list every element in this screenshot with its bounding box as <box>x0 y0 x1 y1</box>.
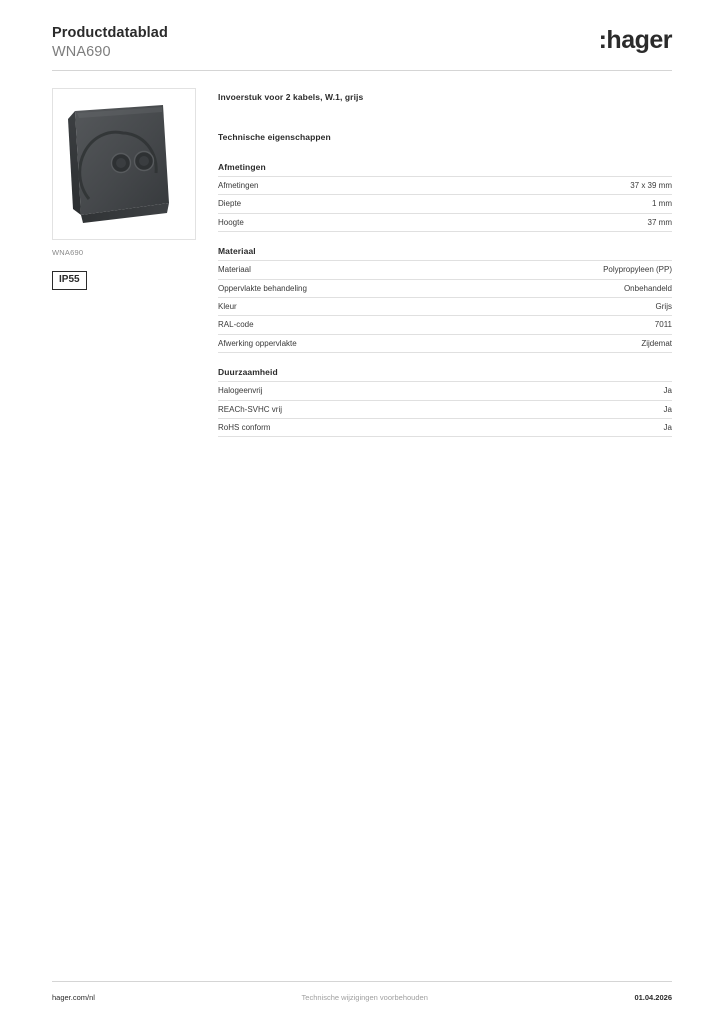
spec-key: Halogeenvrij <box>218 386 263 396</box>
page-header <box>52 24 672 70</box>
spec-group <box>218 367 672 437</box>
table-row <box>218 382 672 400</box>
page-footer <box>52 993 672 1002</box>
spec-group <box>218 162 672 232</box>
spec-key: RoHS conform <box>218 422 271 432</box>
product-photo-icon <box>63 103 181 227</box>
spec-value: Ja <box>663 404 672 414</box>
spec-key: RAL-code <box>218 320 254 330</box>
spec-value: 7011 <box>654 320 672 330</box>
page-title: Productdatablad <box>52 25 168 41</box>
spec-value: Onbehandeld <box>623 283 672 293</box>
spec-value: 37 x 39 mm <box>630 181 672 190</box>
spec-value: 37 mm <box>647 217 672 227</box>
spec-key: Kleur <box>218 301 237 311</box>
table-row <box>218 195 672 213</box>
spec-key: Oppervlakte behandeling <box>218 283 307 293</box>
spec-key: Hoogte <box>218 217 244 227</box>
table-row <box>218 418 672 436</box>
section-title: Technische eigenschappen <box>218 132 331 142</box>
spec-value: 1 mm <box>652 199 672 209</box>
product-media-column <box>52 88 196 290</box>
spec-group-title: Duurzaamheid <box>218 367 278 378</box>
spec-value: Polypropyleen (PP) <box>603 265 672 275</box>
product-image-caption: WNA690 <box>52 248 84 257</box>
table-row <box>218 316 672 334</box>
spec-groups <box>218 162 672 437</box>
ip-rating-badge: IP55 <box>52 271 87 290</box>
table-row <box>218 177 672 195</box>
hager-logo: :hager <box>598 26 672 54</box>
title-block <box>52 24 168 61</box>
spec-key: Afmetingen <box>218 181 259 190</box>
header-divider <box>52 70 672 71</box>
table-row <box>218 213 672 231</box>
spec-value: Grijs <box>655 301 672 311</box>
table-row <box>218 297 672 315</box>
table-row <box>218 400 672 418</box>
product-image <box>52 88 196 240</box>
table-row <box>218 334 672 352</box>
spec-group-title: Afmetingen <box>218 162 266 172</box>
table-row <box>218 261 672 279</box>
spec-table <box>218 381 672 437</box>
spec-key: Materiaal <box>218 265 251 275</box>
spec-value: Ja <box>663 422 672 432</box>
product-description: Invoerstuk voor 2 kabels, W.1, grijs <box>218 92 364 102</box>
spec-key: Diepte <box>218 199 242 209</box>
spec-value: Zijdemat <box>641 338 672 348</box>
spec-value: Ja <box>663 386 672 396</box>
specifications-column <box>218 92 672 451</box>
table-row <box>218 279 672 297</box>
spec-group-title: Materiaal <box>218 246 256 257</box>
spec-table <box>218 176 672 232</box>
footer-divider <box>52 981 672 982</box>
footer-website-link[interactable]: hager.com/nl <box>52 993 95 1002</box>
spec-table <box>218 260 672 353</box>
spec-key: Afwerking oppervlakte <box>218 338 297 348</box>
spec-key: REACh-SVHC vrij <box>218 404 283 414</box>
page-subtitle: WNA690 <box>52 44 111 61</box>
spec-group <box>218 246 672 353</box>
footer-date: 01.04.2026 <box>634 993 672 1002</box>
footer-disclaimer: Technische wijzigingen voorbehouden <box>301 993 428 1002</box>
